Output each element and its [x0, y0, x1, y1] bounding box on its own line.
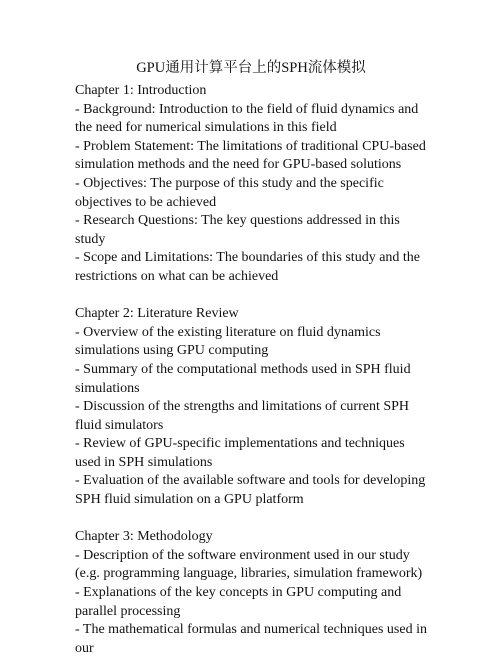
chapter-3-item-software-environment: - Description of the software environment used in our study (e.g. programming language, libraries, simulation framework) — [75, 547, 423, 582]
document-body — [75, 82, 433, 658]
chapter-2-item-literature-overview: - Overview of the existing literature on fluid dynamics simulations using GPU computing — [75, 324, 381, 359]
chapter-1-item-objectives: - Objectives: The purpose of this study and the specific objectives to be achieved — [75, 175, 384, 210]
chapter-1-section — [75, 82, 433, 287]
chapter-1-heading: Chapter 1: Introduction — [75, 83, 207, 98]
chapter-2-item-gpu-implementations: - Review of GPU-specific implementations and techniques used in SPH simulations — [75, 436, 405, 470]
chapter-1-item-scope-limitations: - Scope and Limitations: The boundaries of this study and the restrictions on what can be achieved — [75, 250, 421, 284]
chapter-2-item-computational-methods: - Summary of the computational methods used in SPH fluid simulations — [75, 361, 411, 396]
chapter-2-item-software-tools: - Evaluation of the available software and tools for developing SPH fluid simulation on a GPU platform — [75, 473, 426, 508]
chapter-3-heading: Chapter 3: Methodology — [75, 529, 213, 545]
chapter-3-item-mathematical-formulas: - The mathematical formulas and numerical techniques used in our — [75, 622, 427, 656]
chapter-3-section — [75, 528, 433, 658]
chapter-3-item-gpu-concepts: - Explanations of the key concepts in GPU computing and parallel processing — [75, 585, 402, 619]
chapter-1-item-problem-statement: - Problem Statement: The limitations of traditional CPU-based simulation methods and the need for GPU-based solutions — [75, 138, 426, 173]
chapter-2-item-strengths-limitations: - Discussion of the strengths and limitations of current SPH fluid simulators — [75, 399, 410, 433]
document-title: GPU通用计算平台上的SPH流体模拟 — [136, 60, 366, 76]
chapter-1-item-background: - Background: Introduction to the field of fluid dynamics and the need for numerical simulations in this field — [75, 101, 419, 136]
chapter-2-heading: Chapter 2: Literature Review — [75, 306, 239, 322]
chapter-2-section — [75, 305, 433, 510]
chapter-1-item-research-questions: - Research Questions: The key questions addressed in this study — [75, 213, 400, 247]
